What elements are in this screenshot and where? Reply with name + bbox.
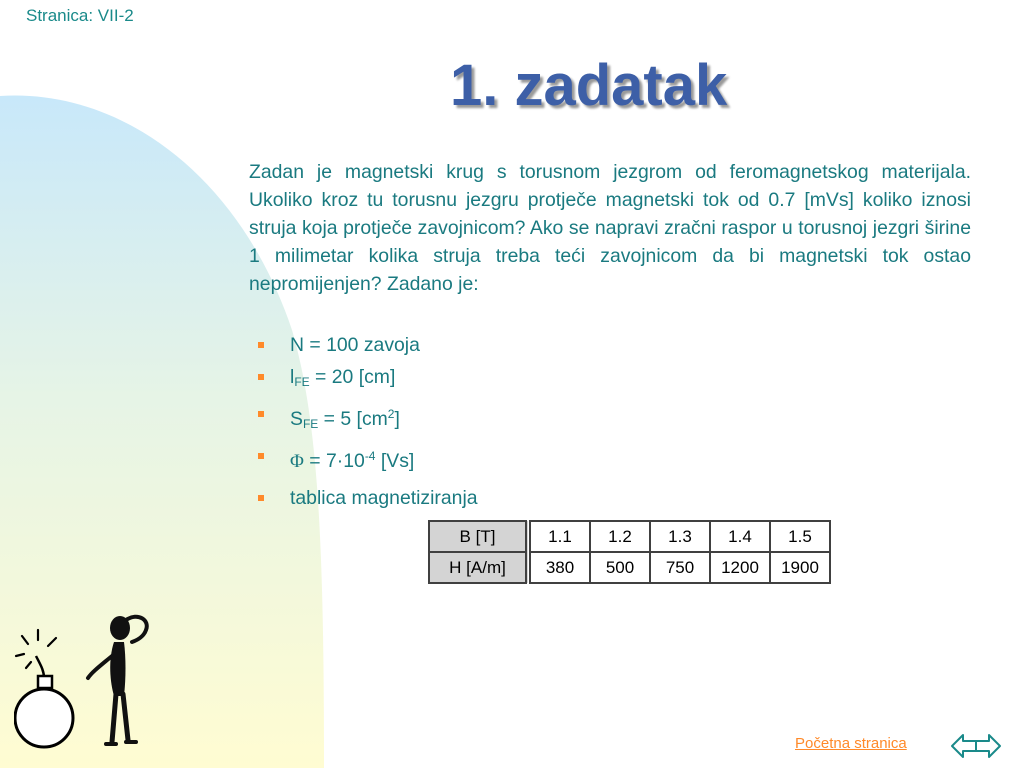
list-item-table: tablica magnetiziranja <box>258 484 478 512</box>
given-values-list <box>258 331 478 516</box>
table-cell: 380 <box>528 552 590 583</box>
list-item-length: $l_{FE} = 20$ [cm] <box>258 363 478 396</box>
table-cell: 1.2 <box>590 521 650 552</box>
page-title: 1. zadatak <box>450 53 728 118</box>
magnetization-table <box>428 520 831 584</box>
table-row-header: H [A/m] <box>429 552 528 583</box>
page-indicator: Stranica: VII-2 <box>26 6 134 25</box>
table-row-header: B [T] <box>429 521 528 552</box>
table-cell: 1900 <box>770 552 830 583</box>
table-cell: 1.1 <box>528 521 590 552</box>
table-row <box>429 521 830 552</box>
table-cell: 1.4 <box>710 521 770 552</box>
bullet-marker <box>258 342 264 348</box>
list-item-area: $S_{FE} = 5$ $[cm^2]$ <box>258 400 478 438</box>
table-cell: 500 <box>590 552 650 583</box>
problem-statement: Zadan je magnetski krug s torusnom jezgrom od feromagnetskog materijala. Ukoliko kroz tu torusnu jezgru protječe magnetski tok od 0.7 [mVs] koliko iznosi struja koja protječe zavojnicom? Ako se napravi zračni raspor u torusnoj jezgri širine 1 milimetar kolika struja treba teći zavojnicom da bi magnetski tok ostao nepromijenjen? Zadano je: <box>249 161 971 295</box>
list-item-turns: N = 100 zavoja <box>258 331 478 359</box>
home-link[interactable]: Početna stranica <box>795 735 907 752</box>
table-cell: 1.5 <box>770 521 830 552</box>
bullet-marker <box>258 453 264 459</box>
table-row <box>429 552 830 583</box>
bullet-marker <box>258 374 264 380</box>
bomb-figure-icon <box>14 612 164 752</box>
table-cell: 1.3 <box>650 521 710 552</box>
arrow-right-icon[interactable] <box>974 732 1002 760</box>
list-item-flux: $\Phi = 7\cdot 10^{-4}$ [Vs] <box>258 442 478 476</box>
bullet-marker <box>258 411 264 417</box>
table-cell: 1200 <box>710 552 770 583</box>
bullet-marker <box>258 495 264 501</box>
table-cell: 750 <box>650 552 710 583</box>
